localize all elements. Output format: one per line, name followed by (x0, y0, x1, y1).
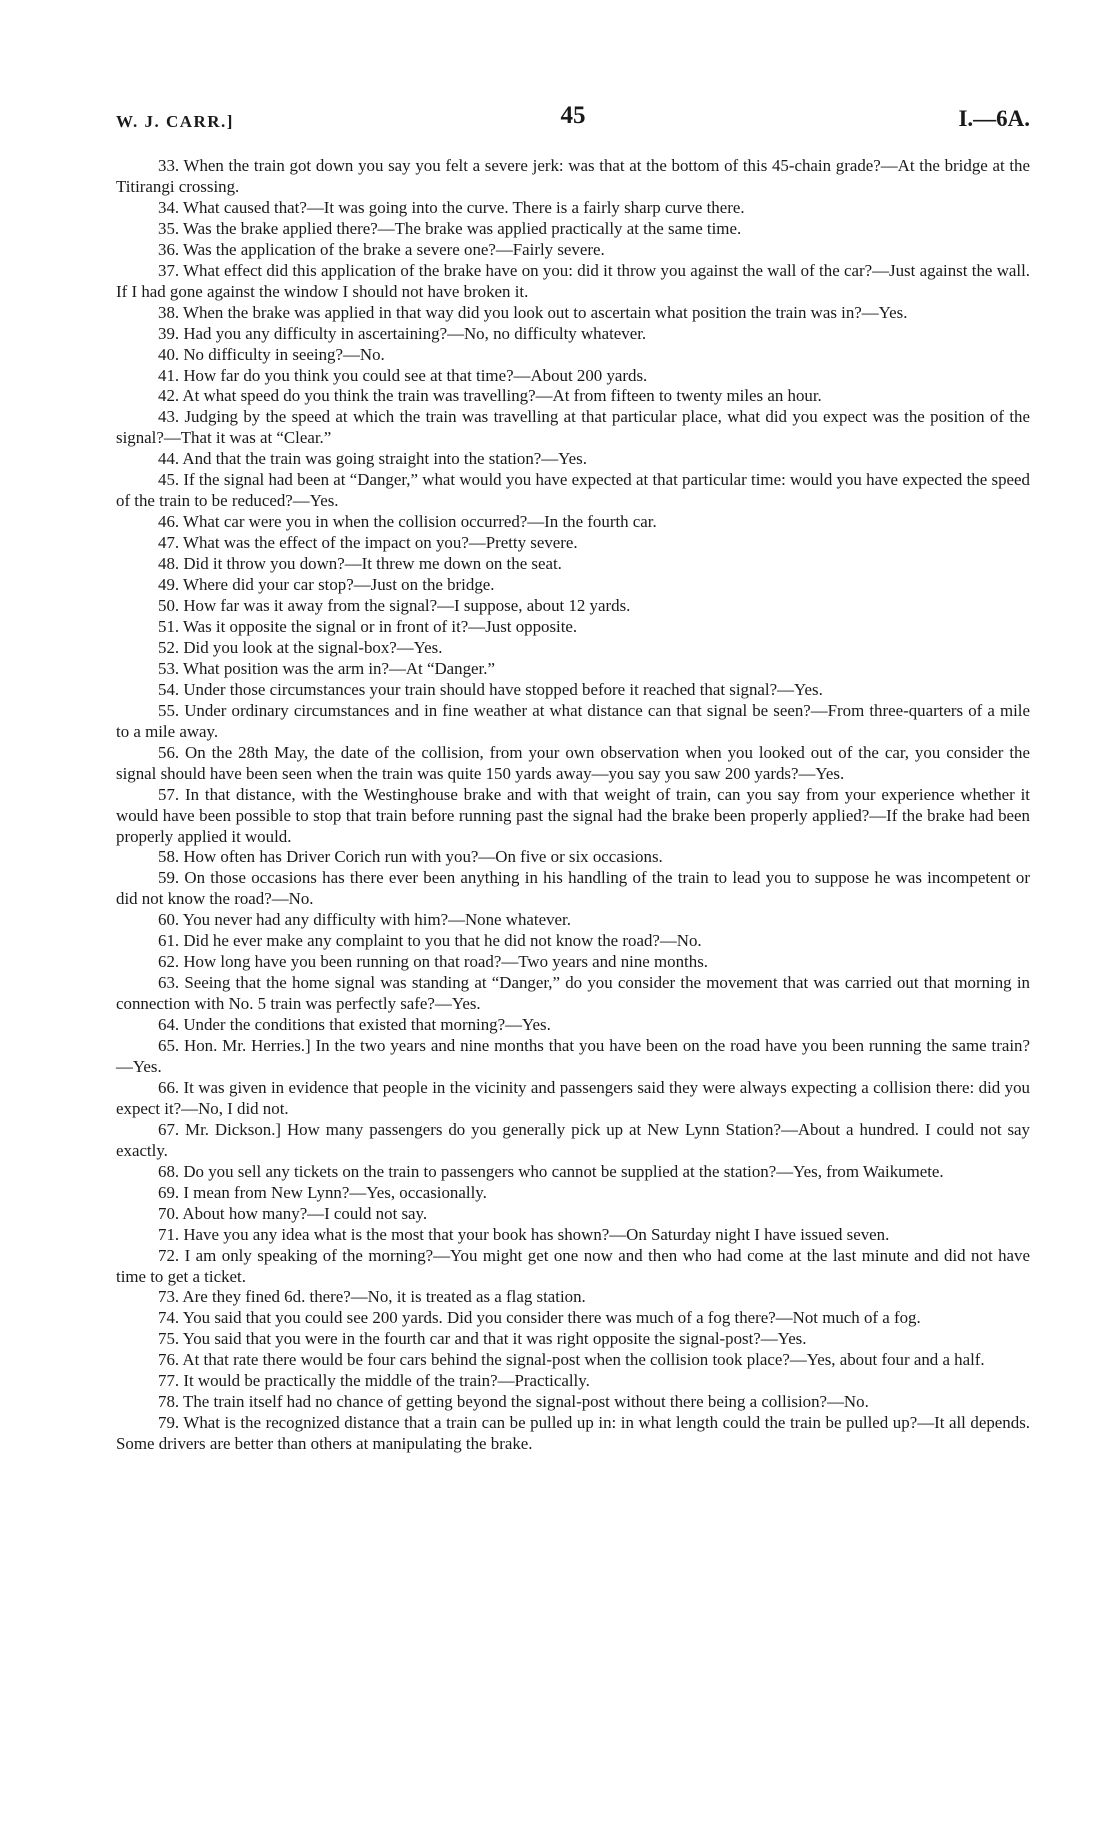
qa-paragraph: 46. What car were you in when the collision occurred?—In the fourth car. (158, 512, 657, 532)
qa-paragraph: 33. When the train got down you say you felt a severe jerk: was that at the bottom of this 45-chain grade?—At the bridge at the Titirangi crossing. (116, 156, 1030, 196)
qa-paragraph: 45. If the signal had been at “Danger,” what would you have expected at that particular time: would you have expected the speed of the train to be reduced?—Yes. (116, 470, 1030, 511)
witness-name: W. J. CARR.] (116, 112, 234, 131)
qa-paragraph: 77. It would be practically the middle of the train?—Practically. (158, 1371, 590, 1391)
qa-paragraph: 63. Seeing that the home signal was standing at “Danger,” do you consider the movement that was carried out that morning in connection with No. 5 train was perfectly safe?—Yes. (116, 973, 1030, 1014)
qa-paragraph: 57. In that distance, with the Westinghouse brake and with that weight of train, can you say from your experience whether it would have been possible to stop that train before running past the signal had the brake been properly applied?—If the brake had been properly applied it would. (116, 784, 1030, 846)
qa-paragraph: 65. Hon. Mr. Herries.] In the two years and nine months that you have been on the road have you been running the same train?—Yes. (116, 1036, 1030, 1076)
qa-paragraph: 49. Where did your car stop?—Just on the bridge. (158, 575, 495, 595)
qa-paragraph: 75. You said that you were in the fourth car and that it was right opposite the signal-post?—Yes. (158, 1329, 807, 1349)
qa-paragraph: 47. What was the effect of the impact on you?—Pretty severe. (158, 533, 578, 553)
page-number: 45 (560, 102, 586, 129)
qa-paragraph: 68. Do you sell any tickets on the train to passengers who cannot be supplied at the station?—Yes, from Waikumete. (158, 1161, 944, 1181)
qa-paragraph: 43. Judging by the speed at which the train was travelling at that particular place, what did you expect was the position of the signal?—That it was at “Clear.” (116, 407, 1030, 448)
qa-paragraph: 48. Did it throw you down?—It threw me down on the seat. (158, 554, 562, 574)
qa-paragraph: 72. I am only speaking of the morning?—You might get one now and then who had come at the last minute and did not have time to get a ticket. (116, 1245, 1030, 1286)
qa-paragraph: 36. Was the application of the brake a severe one?—Fairly severe. (158, 239, 605, 259)
qa-paragraph: 78. The train itself had no chance of getting beyond the signal-post without there being a collision?—No. (158, 1392, 869, 1412)
qa-paragraph: 73. Are they fined 6d. there?—No, it is treated as a flag station. (158, 1287, 586, 1307)
qa-paragraph: 34. What caused that?—It was going into the curve. There is a fairly sharp curve there. (158, 197, 745, 217)
qa-paragraph: 58. How often has Driver Corich run with you?—On five or six occasions. (158, 847, 663, 867)
qa-paragraph: 44. And that the train was going straight into the station?—Yes. (158, 449, 587, 469)
qa-paragraph: 56. On the 28th May, the date of the collision, from your own observation when you looked out of the car, you consider the signal should have been seen when the train was quite 150 yards away—you say you saw 200 yards?—Yes. (116, 742, 1030, 783)
qa-paragraph: 42. At what speed do you think the train was travelling?—At from fifteen to twenty miles an hour. (158, 386, 822, 406)
qa-paragraph: 35. Was the brake applied there?—The brake was applied practically at the same time. (158, 218, 742, 238)
qa-paragraph: 67. Mr. Dickson.] How many passengers do you generally pick up at New Lynn Station?—About a hundred. I could not say exactly. (116, 1119, 1030, 1160)
qa-paragraph: 54. Under those circumstances your train should have stopped before it reached that signal?—Yes. (158, 679, 823, 699)
qa-paragraph: 70. About how many?—I could not say. (158, 1203, 428, 1223)
qa-paragraph: 69. I mean from New Lynn?—Yes, occasionally. (158, 1182, 487, 1202)
qa-paragraph: 51. Was it opposite the signal or in front of it?—Just opposite. (158, 616, 578, 636)
testimony-body (116, 156, 1030, 1455)
qa-paragraph: 59. On those occasions has there ever been anything in his handling of the train to lead you to suppose he was incompetent or did not know the road?—No. (116, 868, 1030, 909)
qa-paragraph: 38. When the brake was applied in that way did you look out to ascertain what position the train was in?—Yes. (158, 302, 908, 322)
qa-paragraph: 41. How far do you think you could see at that time?—About 200 yards. (158, 365, 648, 385)
qa-paragraph: 66. It was given in evidence that people in the vicinity and passengers said they were always expecting a collision there: did you expect it?—No, I did not. (116, 1077, 1030, 1118)
qa-paragraph: 71. Have you any idea what is the most that your book has shown?—On Saturday night I have issued seven. (158, 1224, 890, 1244)
qa-paragraph: 79. What is the recognized distance that a train can be pulled up in: in what length could the train be pulled up?—It all depends. Some drivers are better than others at manipulating the brake. (116, 1413, 1030, 1454)
document-reference: I.—6A. (958, 106, 1030, 131)
qa-paragraph: 60. You never had any difficulty with him?—None whatever. (158, 910, 571, 930)
qa-paragraph: 52. Did you look at the signal-box?—Yes. (158, 637, 443, 657)
qa-paragraph: 40. No difficulty in seeing?—No. (158, 344, 385, 364)
qa-paragraph: 62. How long have you been running on that road?—Two years and nine months. (158, 952, 708, 972)
qa-paragraph: 64. Under the conditions that existed that morning?—Yes. (158, 1015, 551, 1035)
page-header (116, 102, 1030, 142)
qa-paragraph: 76. At that rate there would be four cars behind the signal-post when the collision took place?—Yes, about four and a half. (158, 1350, 985, 1370)
qa-paragraph: 74. You said that you could see 200 yards. Did you consider there was much of a fog there?—Not much of a fog. (158, 1308, 921, 1328)
qa-paragraph: 53. What position was the arm in?—At “Danger.” (158, 658, 495, 678)
qa-paragraph: 55. Under ordinary circumstances and in fine weather at what distance can that signal be seen?—From three-quarters of a mile to a mile away. (116, 700, 1030, 741)
qa-paragraph: 50. How far was it away from the signal?—I suppose, about 12 yards. (158, 596, 631, 616)
qa-paragraph: 61. Did he ever make any complaint to you that he did not know the road?—No. (158, 931, 702, 951)
qa-paragraph: 37. What effect did this application of the brake have on you: did it throw you against the wall of the car?—Just against the wall. If I had gone against the window I should not have broken it. (116, 260, 1030, 301)
qa-paragraph: 39. Had you any difficulty in ascertaining?—No, no difficulty whatever. (158, 323, 647, 343)
